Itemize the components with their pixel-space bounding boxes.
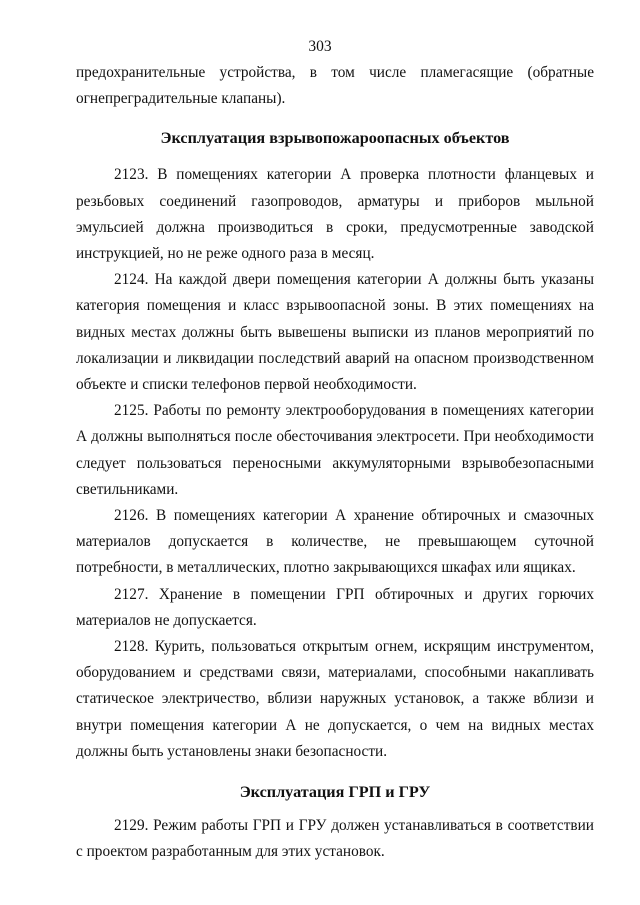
paragraph-2124: 2124. На каждой двери помещения категории А должны быть указаны категория помещения и класс взрывоопасной зоны. В этих помещениях на видных местах должны быть вывешены выписки из планов мероприятий по локализации и ликвидации последствий аварий на опасном производственном объекте и списки телефонов первой необходимости. bbox=[76, 271, 594, 394]
page-content bbox=[76, 60, 594, 865]
paragraph-2123: 2123. В помещениях категории А проверка плотности фланцевых и резьбовых соединений газопроводов, арматуры и приборов мыльной эмульсией должна производиться в сроки, предусмотренные заводской инструкцией, но не реже одного раза в месяц. bbox=[76, 166, 594, 263]
page-number: 303 bbox=[308, 38, 332, 55]
section-heading-explosive-objects: Эксплуатация взрывопожароопасных объектов bbox=[160, 129, 510, 148]
intro-paragraph: предохранительные устройства, в том числе пламегасящие (обратные огнепреградительные клапаны). bbox=[76, 64, 594, 108]
paragraph-2125: 2125. Работы по ремонту электрооборудования в помещениях категории А должны выполняться после обесточивания электросети. При необходимости следует пользоваться переносными аккумуляторными взрывобезопасными светильниками. bbox=[76, 402, 594, 498]
paragraph-2129: 2129. Режим работы ГРП и ГРУ должен устанавливаться в соответствии с проектом разработанным для этих установок. bbox=[76, 817, 594, 861]
paragraph-2126: 2126. В помещениях категории А хранение обтирочных и смазочных материалов допускается в количестве, не превышающем суточной потребности, в металлических, плотно закрывающихся шкафах или ящиках. bbox=[76, 507, 594, 577]
section-heading-grp-gru: Эксплуатация ГРП и ГРУ bbox=[239, 783, 431, 802]
paragraph-2127: 2127. Хранение в помещении ГРП обтирочных и других горючих материалов не допускается. bbox=[76, 585, 594, 629]
paragraph-2128: 2128. Курить, пользоваться открытым огнем, искрящим инструментом, оборудованием и средствами связи, материалами, способными накапливать статическое электричество, вблизи наружных установок, а также вблизи и внутри помещения категории А не допускается, о чем на видных местах должны быть установлены знаки безопасности. bbox=[76, 638, 594, 760]
